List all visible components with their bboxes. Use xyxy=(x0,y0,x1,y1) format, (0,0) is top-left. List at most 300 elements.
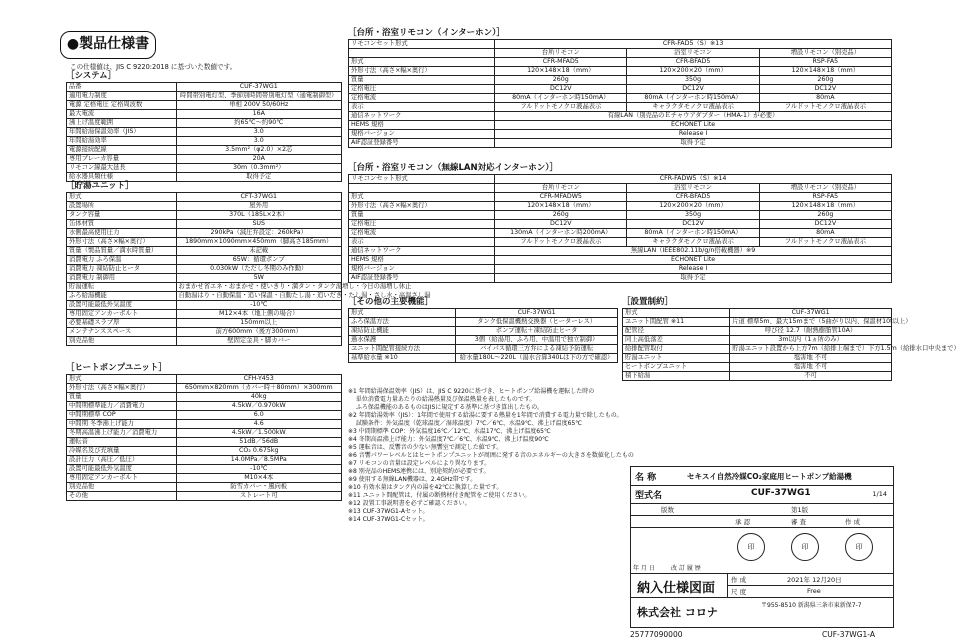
table-row xyxy=(67,483,342,492)
row-label: 定格電流 xyxy=(349,229,495,238)
table-row xyxy=(67,283,342,292)
row-value: DC12V xyxy=(627,220,759,229)
row-value: 290kPa（減圧弁設定：260kPa） xyxy=(176,229,342,238)
title-block xyxy=(630,466,894,628)
header-blank xyxy=(349,184,495,193)
row-value: 14.0MPa／8.5MPa xyxy=(176,456,342,465)
table-row xyxy=(67,337,342,346)
row-value: 30m（0.3mm²） xyxy=(176,164,342,173)
rev-note: 改 訂 履 歴 xyxy=(671,565,701,572)
row-value: フルドットモノクロ液晶表示 xyxy=(759,103,891,112)
row-value: 4.5kW／0.970kW xyxy=(176,402,342,411)
row-value: 120×200×20（mm） xyxy=(627,202,759,211)
row-label: 定格電圧 xyxy=(349,85,495,94)
install-heading: ［設置制約］ xyxy=(622,297,674,307)
row-value: ポンプ運転＋凍結防止ヒータ xyxy=(456,327,618,336)
remote2-table xyxy=(348,174,892,283)
table-row xyxy=(67,202,342,211)
footnote-line: ふろ保温機能のあるものはJISに規定する基準に基づき算出したもの。 xyxy=(348,404,544,411)
row-label: ユニット間配管 ※11 xyxy=(623,318,730,327)
row-value: CFR-MFADW5 xyxy=(495,193,627,202)
row-value: Release I xyxy=(495,130,892,139)
row-value: 130mA（インターホン時200mA） xyxy=(495,229,627,238)
row-value: CFR-MFAD5 xyxy=(495,58,627,67)
rev-label: 版数 xyxy=(661,506,674,514)
footnote-line: ※1 年間給湯保温効率（JIS）は、JIS C 9220に基づき、ヒートポンプ給湯機を運転した時の xyxy=(348,388,595,395)
date-label: 年 月 日 xyxy=(633,565,655,572)
table-row xyxy=(623,363,892,372)
row-value: フルドットモノクロ液晶表示 xyxy=(495,238,627,247)
row-label: 設計圧力（高圧／低圧） xyxy=(67,456,177,465)
row-value: キャラクタモノクロ液晶表示 xyxy=(627,238,759,247)
table-row xyxy=(67,447,342,456)
footnote-line: ※4 冬期高温沸上げ能力：外気温度7℃／6℃、水温9℃、沸上げ温度90℃ xyxy=(348,436,549,443)
row-label: 外形寸法（高さ×幅×奥行） xyxy=(349,202,495,211)
row-label: 品番 xyxy=(67,83,177,92)
row-value: タンク低保温機熱交換器（ヒーターレス） xyxy=(456,318,618,327)
row-value: 650mm×820mm（カバー時＋80mm）×300mm xyxy=(176,384,342,393)
table-row xyxy=(349,229,892,238)
header-row xyxy=(349,184,892,193)
row-label: 外形寸法（高さ×幅×奥行） xyxy=(67,384,177,393)
row-value: 片道 標準5m、最大15mまで（5曲がり以内、保温材10t以上） xyxy=(730,318,892,327)
row-value: CFR-BFAD5 xyxy=(627,58,759,67)
row-value: 貯湯ユニット設置から上方7m（給排上端まで）下方1.5m（給排水口中央まで） xyxy=(730,345,892,354)
row-label: 定格電圧 xyxy=(349,220,495,229)
row-value: キャラクタモノクロ液晶表示 xyxy=(627,103,759,112)
row-label: 貯湯ユニット xyxy=(623,354,730,363)
table-row xyxy=(349,309,618,318)
table-row xyxy=(67,292,342,301)
row-value: 壁固定金具・脚カバー xyxy=(176,337,342,346)
row-value: 4.5kW／1.500kW xyxy=(176,429,342,438)
row-label: 専用ブレーカ容量 xyxy=(67,155,177,164)
header-row xyxy=(349,49,892,58)
row-value: 給水量180L〜220L（湯水合算340Lは下の方で確認） xyxy=(456,354,618,363)
row-label: 基準給水量 ※10 xyxy=(349,354,456,363)
row-value: フルドットモノクロ液晶表示 xyxy=(759,238,891,247)
column-header: 浴室リモコン xyxy=(627,184,759,193)
row-value: CFT-37WG1 xyxy=(176,193,342,202)
row-value: 3m以内（1ヵ所のみ） xyxy=(730,336,892,345)
row-label: 設置場所 xyxy=(67,202,177,211)
row-label: 設置可能最低外気温度 xyxy=(67,301,177,310)
footnote-line: ※5 運転音は、反響音の少ない無響室で測定した値です。 xyxy=(348,444,503,451)
row-value: おまかせ省エネ・おまかせ・使いきり・満タン・タンク湯増し・今日の湯増し休止 xyxy=(176,283,342,292)
set-value: CFR-FADW5（S）※14 xyxy=(495,175,892,184)
product-name: セキスイ自然冷媒CO₂家庭用ヒートポンプ給湯機 xyxy=(687,472,852,481)
footnote-line: ※7 リモコンの音量は設定レベルにより異なります。 xyxy=(348,460,491,467)
row-label: 形式 xyxy=(349,193,495,202)
table-row xyxy=(67,319,342,328)
table-row xyxy=(67,92,342,101)
table-row xyxy=(67,265,342,274)
row-value: DC12V xyxy=(759,220,891,229)
row-value: CFH-Y453 xyxy=(176,375,342,384)
table-row xyxy=(349,94,892,103)
footnote-line: ※12 設置工事説明書を必ずご確認ください。 xyxy=(348,500,471,507)
table-row xyxy=(67,465,342,474)
row-value: 80mA（インターホン時150mA） xyxy=(627,229,759,238)
row-label: 沸上げ温度範囲 xyxy=(67,119,177,128)
row-label: 形式 xyxy=(623,309,730,318)
table-row xyxy=(67,402,342,411)
table-row xyxy=(623,327,892,336)
footnote-line: ※14 CUF-37WG1-Cセット。 xyxy=(348,516,429,523)
row-value: 350g xyxy=(627,76,759,85)
table-row xyxy=(67,384,342,393)
table-row xyxy=(623,336,892,345)
row-label: 給水器具類仕様 xyxy=(67,173,177,182)
rev-value: 第1版 xyxy=(791,506,809,514)
row-value: 120×148×18（mm） xyxy=(759,202,891,211)
table-row xyxy=(67,220,342,229)
table-row xyxy=(67,411,342,420)
row-value: バイパス循環三方弁による凍結予防運転 xyxy=(456,345,618,354)
column-header: 浴室リモコン xyxy=(627,49,759,58)
row-value: フルドットモノクロ液晶表示 xyxy=(495,103,627,112)
row-value: 80mA xyxy=(759,229,891,238)
table-row xyxy=(67,438,342,447)
row-value: 260g xyxy=(759,211,891,220)
row-value: 防雪カバー・風向板 xyxy=(176,483,342,492)
table-row xyxy=(349,274,892,283)
approval-stamp: 印 xyxy=(737,533,765,561)
set-row xyxy=(349,40,892,49)
table-row xyxy=(349,256,892,265)
row-value: 前方600mm（後方300mm） xyxy=(176,328,342,337)
table-row xyxy=(349,193,892,202)
install-table xyxy=(622,308,960,381)
table-row xyxy=(349,121,892,130)
row-label: 中間期標準能力／消費電力 xyxy=(67,402,177,411)
footnote-line: ※2 年間給湯効率（JIS）：1年間で使用する給湯に要する熱量を1年間で消費する電力量で除したもの。 xyxy=(348,412,623,419)
column-header: 台所リモコン xyxy=(495,49,627,58)
row-label: 定格電流 xyxy=(349,94,495,103)
row-value: 3個（給湯用、ふろ用、中温用で独立制御） xyxy=(456,336,618,345)
row-label: 最大電流 xyxy=(67,110,177,119)
row-label: 専用固定アンカーボルト xyxy=(67,310,177,319)
row-label: 質量 xyxy=(349,211,495,220)
hp-table xyxy=(66,374,342,501)
drawing-code: CUF-37WG1-A xyxy=(822,630,875,639)
row-value: 0.030kW（ただし冬期のみ作動） xyxy=(176,265,342,274)
tank-heading: ［貯湯ユニット］ xyxy=(66,181,134,191)
row-label: メンテナンススペース xyxy=(67,328,177,337)
footnote-line: ※3 中間期標準 COP：外気温度16℃／12℃、水温17℃、沸上げ温度65℃ xyxy=(348,428,551,435)
row-value: 16A xyxy=(176,110,342,119)
row-value: 塩害地 不可 xyxy=(730,363,892,372)
row-value: 取得予定 xyxy=(176,173,342,182)
row-label: 消費電力 凍結防止ヒータ xyxy=(67,265,177,274)
table-row xyxy=(67,393,342,402)
row-label: 電源 定格電圧 定格周波数 xyxy=(67,101,177,110)
row-label: 質量（製品質量／満水時質量） xyxy=(67,247,177,256)
table-row xyxy=(67,128,342,137)
row-label: ヒートポンプユニット xyxy=(623,363,730,372)
table-row xyxy=(349,336,618,345)
row-value: 約65℃〜約90℃ xyxy=(176,119,342,128)
review-label: 審 査 xyxy=(791,518,807,526)
row-value: -10℃ xyxy=(176,301,342,310)
table-row xyxy=(349,58,892,67)
table-row xyxy=(67,193,342,202)
company-address: 〒955-8510 新潟県三条市東新保7-7 xyxy=(761,602,862,609)
row-label: 通信ネットワーク xyxy=(349,112,495,121)
standard-note: この仕様値は、JIS C 9220:2018 に基づいた数値です。 xyxy=(70,63,237,71)
review-stamp: 印 xyxy=(791,533,819,561)
row-label: ふろ保温方法 xyxy=(349,318,456,327)
remote1-heading: ［台所・浴室リモコン（インターホン）］ xyxy=(348,28,505,38)
page-title: ●製品仕様書 xyxy=(60,31,156,59)
header-blank xyxy=(349,49,495,58)
row-value: 取得予定 xyxy=(495,274,892,283)
row-value: 無線LAN（IEEE802.11b/g/n搭載機器）※9 xyxy=(495,247,892,256)
row-label: HEMS 規格 xyxy=(349,121,495,130)
other-heading: ［その他の主要機能］ xyxy=(348,297,434,307)
row-label: 表示 xyxy=(349,103,495,112)
row-value: 1890mm×1090mm×450mm（脚高さ185mm） xyxy=(176,238,342,247)
row-value: 80mA（インターホン時150mA） xyxy=(627,94,759,103)
column-header: 増設リモコン（別売品） xyxy=(759,184,891,193)
row-label: 年間給湯保温効率（JIS） xyxy=(67,128,177,137)
table-row xyxy=(623,309,892,318)
row-label: 積下給湯 xyxy=(623,372,730,381)
footnote-line: ※6 音響パワーレベルとはヒートポンプユニットが周囲に発する音のエネルギーの大きさを数値化したもの xyxy=(348,452,634,459)
table-row xyxy=(623,345,892,354)
row-label: 凍結防止機能 xyxy=(349,327,456,336)
table-row xyxy=(67,101,342,110)
remote1-table xyxy=(348,39,892,148)
table-row xyxy=(67,211,342,220)
row-value: 6.0 xyxy=(176,411,342,420)
row-label: 消費電力 ふろ保温 xyxy=(67,256,177,265)
row-label: 中間期 冬季沸上げ能力 xyxy=(67,420,177,429)
row-label: 規格バージョン xyxy=(349,265,495,274)
row-label: 過水保護 xyxy=(349,336,456,345)
table-row xyxy=(623,318,892,327)
row-label: 冷媒名及び充填量 xyxy=(67,447,177,456)
row-value: 80mA xyxy=(759,94,891,103)
row-value: ECHONET Lite xyxy=(495,121,892,130)
system-heading: ［システム］ xyxy=(66,71,117,81)
hp-heading: ［ヒートポンプユニット］ xyxy=(66,363,167,373)
table-row xyxy=(67,247,342,256)
table-row xyxy=(67,146,342,155)
table-row xyxy=(67,492,342,501)
row-label: 中間期標準 COP xyxy=(67,411,177,420)
footnote-line: ※13 CUF-37WG1-Aセット。 xyxy=(348,508,429,515)
table-row xyxy=(67,420,342,429)
row-label: 給排配管取付 xyxy=(623,345,730,354)
table-row xyxy=(67,238,342,247)
table-row xyxy=(67,164,342,173)
row-value: 260g xyxy=(495,211,627,220)
row-label: 外形寸法（高さ×幅×奥行） xyxy=(67,238,177,247)
row-value: 3.0 xyxy=(176,128,342,137)
table-row xyxy=(349,318,618,327)
set-value: CFR-FAD5（S）※13 xyxy=(495,40,892,49)
table-row xyxy=(349,139,892,148)
row-value: DC12V xyxy=(495,85,627,94)
row-label: 貯湯運転 xyxy=(67,283,177,292)
row-label: 形式 xyxy=(349,309,456,318)
row-label: 缶体材質 xyxy=(67,220,177,229)
row-label: 専用固定アンカーボルト xyxy=(67,474,177,483)
table-row xyxy=(67,119,342,128)
row-label: 設置可能最低外気温度 xyxy=(67,465,177,474)
row-value: CUF-37WG1 xyxy=(456,309,618,318)
doc-number: 25777090000 xyxy=(630,630,683,639)
table-row xyxy=(67,274,342,283)
table-row xyxy=(67,474,342,483)
row-value: DC12V xyxy=(759,85,891,94)
row-label: 適用電力制度 xyxy=(67,92,177,101)
row-label: 規格バージョン xyxy=(349,130,495,139)
row-value: 不可 xyxy=(730,372,892,381)
row-value: 単相 200V 50/60Hz xyxy=(176,101,342,110)
row-value: 未記載 xyxy=(176,247,342,256)
row-value: 3.5mm²（φ2.0）×2芯 xyxy=(176,146,342,155)
row-label: 必要基礎スラブ厚 xyxy=(67,319,177,328)
table-row xyxy=(67,429,342,438)
table-row xyxy=(349,354,618,363)
table-row xyxy=(349,211,892,220)
row-label: HEMS 規格 xyxy=(349,256,495,265)
row-label: リモコン線最大延長 xyxy=(67,164,177,173)
row-value: 350g xyxy=(627,211,759,220)
row-value: 呼び径 12.7（耐熱樹脂管10A） xyxy=(730,327,892,336)
row-value: ECHONET Lite xyxy=(495,256,892,265)
row-label: 消費電力 制御用 xyxy=(67,274,177,283)
table-row xyxy=(349,265,892,274)
footnote-line: ※10 有効水量はタンク内の湯を42℃に換算した量です。 xyxy=(348,484,503,491)
row-value: 塩害地 不可 xyxy=(730,354,892,363)
table-row xyxy=(349,76,892,85)
row-value: ストレート可 xyxy=(176,492,342,501)
row-label: その他 xyxy=(67,492,177,501)
row-value: 120×148×18（mm） xyxy=(495,67,627,76)
name-label: 名 称 xyxy=(635,473,657,483)
table-row xyxy=(67,328,342,337)
row-label: ユニット間配管接続方法 xyxy=(349,345,456,354)
approve-label: 承 認 xyxy=(735,518,751,526)
create-label: 作 成 xyxy=(845,518,861,526)
row-label: 冬期高温沸上げ能力／消費電力 xyxy=(67,429,177,438)
row-value: DC12V xyxy=(627,85,759,94)
footnotes xyxy=(348,388,634,524)
row-label: 別売品他 xyxy=(67,483,177,492)
table-row xyxy=(67,137,342,146)
table-row xyxy=(349,67,892,76)
row-value: 有線LAN（別売品のＥチャウアダプター（HMA-1）が必要） xyxy=(495,112,892,121)
row-value: 3.0 xyxy=(176,137,342,146)
row-label: AIF認証登録番号 xyxy=(349,139,495,148)
row-value: CO₂ 0.675kg xyxy=(176,447,342,456)
table-row xyxy=(67,110,342,119)
company-name: 株式会社 コロナ xyxy=(637,606,718,619)
row-value: RSP-FA5 xyxy=(759,58,891,67)
row-value: 4.6 xyxy=(176,420,342,429)
table-row xyxy=(349,238,892,247)
system-table xyxy=(66,82,342,182)
row-label: 表示 xyxy=(349,238,495,247)
row-label: 形式 xyxy=(349,58,495,67)
table-row xyxy=(67,456,342,465)
scale-label: 尺 度 xyxy=(731,588,747,596)
row-value: DC12V xyxy=(495,220,627,229)
footnote-line: 試験条件：外気温度（乾球温度／湿球温度）7℃／6℃、水温9℃、沸上げ温度65℃ xyxy=(348,420,582,427)
footnote-line: ※9 使用する無線LAN機器は、2.4GHz帯です。 xyxy=(348,476,477,483)
table-row xyxy=(349,345,618,354)
model-label: 型式名 xyxy=(635,491,663,501)
table-row xyxy=(349,85,892,94)
row-value: 40kg xyxy=(176,393,342,402)
row-value: Release I xyxy=(495,265,892,274)
row-value: 120×148×18（mm） xyxy=(495,202,627,211)
row-label: 別売品他 xyxy=(67,337,177,346)
row-label: 質量 xyxy=(349,76,495,85)
row-label: 外形寸法（高さ×幅×奥行） xyxy=(349,67,495,76)
row-value: 120×200×20（mm） xyxy=(627,67,759,76)
created-date: 2021年 12月20日 xyxy=(787,576,842,584)
other-table xyxy=(348,308,618,363)
page-number: 1/14 xyxy=(872,490,887,498)
row-label: AIF認証登録番号 xyxy=(349,274,495,283)
column-header: 増設リモコン（別売品） xyxy=(759,49,891,58)
table-row xyxy=(67,375,342,384)
model-value: CUF-37WG1 xyxy=(751,488,811,498)
table-row xyxy=(67,256,342,265)
row-value: RSP-FA5 xyxy=(759,193,891,202)
table-row xyxy=(349,247,892,256)
footnote-line: 単位消費電力量あたりの給湯熱量及び保温熱量を表したものです。 xyxy=(348,396,536,403)
row-value: 20A xyxy=(176,155,342,164)
set-label: リモコンセット形式 xyxy=(349,40,495,49)
row-value: CUF-37WG1 xyxy=(730,309,892,318)
table-row xyxy=(349,220,892,229)
row-value: 120×148×18（mm） xyxy=(759,67,891,76)
row-value: 370L（185L×2本） xyxy=(176,211,342,220)
set-label: リモコンセット形式 xyxy=(349,175,495,184)
table-row xyxy=(349,112,892,121)
row-label: 電源接続配線 xyxy=(67,146,177,155)
row-label: 同上高低落差 xyxy=(623,336,730,345)
table-row xyxy=(349,327,618,336)
row-value: CFR-BFAD5 xyxy=(627,193,759,202)
row-value: M10×4本 xyxy=(176,474,342,483)
row-label: 水側最高使用圧力 xyxy=(67,229,177,238)
row-value: 80mA（インターホン時150mA） xyxy=(495,94,627,103)
table-row xyxy=(349,130,892,139)
table-row xyxy=(67,155,342,164)
row-value: -10℃ xyxy=(176,465,342,474)
table-row xyxy=(67,310,342,319)
table-row xyxy=(349,103,892,112)
footnote-line: ※8 別売品のHEMS連携には、別途契約が必要です。 xyxy=(348,468,490,475)
row-label: 形式 xyxy=(67,193,177,202)
row-value: SUS xyxy=(176,220,342,229)
row-label: ふろ給湯機能 xyxy=(67,292,177,301)
row-value: 自動湯はり・自動保温・追い保温・自動たし湯・追いだき・たし湯・さし水・高温さし湯 xyxy=(176,292,342,301)
row-value: 65W：循環ポンプ xyxy=(176,256,342,265)
row-value: 260g xyxy=(495,76,627,85)
row-value: 時間帯別電灯型、季節別時間帯別電灯型（通電制御型） xyxy=(176,92,342,101)
table-row xyxy=(349,202,892,211)
row-label: タンク容量 xyxy=(67,211,177,220)
table-row xyxy=(67,229,342,238)
row-value: 取得予定 xyxy=(495,139,892,148)
